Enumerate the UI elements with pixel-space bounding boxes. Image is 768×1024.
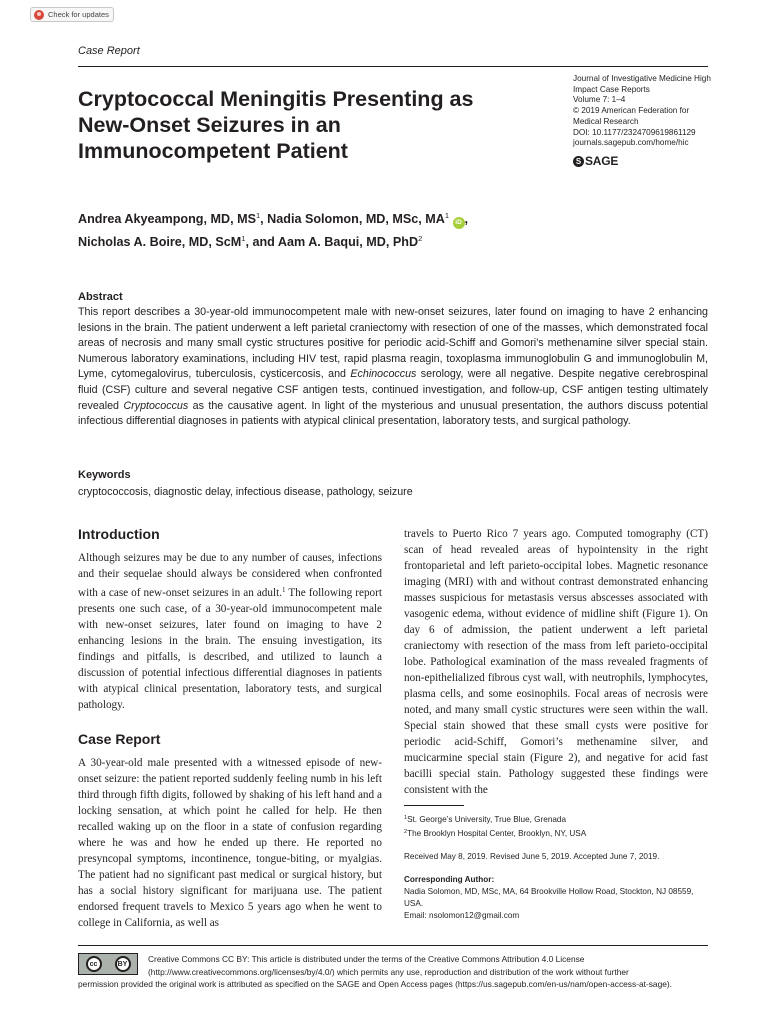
- header-divider: [78, 66, 708, 67]
- abstract-heading: Abstract: [78, 291, 123, 303]
- reference-marker[interactable]: 1: [282, 586, 286, 594]
- check-for-updates-label: Check for updates: [48, 10, 109, 19]
- author-name: Andrea Akyeampong, MD, MS: [78, 212, 256, 226]
- author-separator: ,: [464, 212, 469, 226]
- introduction-text: [78, 550, 382, 713]
- affiliation-text: St. George’s University, True Blue, Grenada: [407, 815, 567, 824]
- right-column: [404, 526, 708, 798]
- check-for-updates-button[interactable]: [30, 7, 114, 22]
- affiliation-marker: 2: [418, 234, 423, 243]
- corresponding-author-email[interactable]: Email: nsolomon12@gmail.com: [404, 911, 520, 920]
- abstract-text-part: This report describes a 30-year-old immunocompetent male with new-onset seizures, later found on imaging to have 2 enhancing lesions in the brain. The patient underwent a left parietal craniectomy with resection of one of the masses, which demonstrated focal areas of necrosis and many small cystic structures positive for periodic acid-Schiff and Gomori’s methenamine silver special stain. Numerous laboratory examinations, including HIV test, rapid plasma reagin, toxoplasma immunoglobulin G and immunoglobulin M, Lyme, cytomegalovirus, tuberculosis, cysticercosis, and: [78, 306, 708, 381]
- introduction-text-part: Although seizures may be due to any number of causes, infections and their sequelae should always be considered when confronted with a case of new-onset seizures in an adult.: [78, 552, 382, 599]
- affiliation-2: [404, 826, 710, 840]
- journal-volume: Volume 7: 1–4: [573, 95, 626, 105]
- corresponding-author-address: Nadia Solomon, MD, MSc, MA, 64 Brookville Hollow Road, Stockton, NJ 08559, USA.: [404, 887, 694, 908]
- abstract-text-part: as the causative agent. In light of the mysterious and unusual presentation, the authors discuss potential infectious differential diagnoses in patients with atypical clinical presentation, laboratory tests, and surgical pathology.: [78, 399, 708, 428]
- case-report-heading: Case Report: [78, 731, 161, 747]
- by-icon: BY: [115, 956, 131, 972]
- affiliation-marker: 1: [255, 211, 261, 220]
- affiliation-1: [404, 812, 710, 826]
- affiliation-marker: 1: [444, 211, 450, 220]
- updates-icon: [34, 10, 44, 20]
- abstract-italic-term: Cryptococcus: [123, 399, 189, 412]
- affiliation-text: The Brooklyn Hospital Center, Brooklyn, NY, USA: [407, 829, 587, 838]
- affiliation-marker: 1: [404, 815, 408, 821]
- corresponding-author-heading: Corresponding Author:: [404, 875, 495, 884]
- publisher-name: SAGE: [585, 154, 619, 168]
- author-list: [78, 206, 558, 252]
- cc-icon: cc: [86, 956, 102, 972]
- article-dates: Received May 8, 2019. Revised June 5, 2019. Accepted June 7, 2019.: [404, 852, 660, 861]
- journal-doi[interactable]: DOI: 10.1177/2324709619861129: [573, 127, 696, 137]
- orcid-icon[interactable]: iD: [453, 217, 465, 229]
- article-type: Case Report: [78, 45, 140, 57]
- footnote-divider: [404, 805, 464, 806]
- article-title: Cryptococcal Meningitis Presenting as New-Onset Seizures in an Immunocompetent Patient: [78, 87, 474, 163]
- left-column: [78, 526, 382, 931]
- abstract-text-part: serology, were all negative. Despite negative cerebrospinal fluid (CSF) culture and several negative CSF antigen tests, continued investigation, and follow-up, CSF antigen testing ultimately revealed: [78, 368, 708, 412]
- journal-line: Impact Case Reports: [573, 84, 650, 94]
- author-name: , Nadia Solomon, MD, MSc, MA: [260, 212, 445, 226]
- abstract-italic-term: Echinococcus: [350, 368, 417, 381]
- footnotes: [404, 812, 710, 922]
- license-text-continued: permission provided the original work is attributed as specified on the SAGE and Open Access pages (https://us.sagepub.com/en-us/nam/open-access-at-sage).: [78, 979, 673, 989]
- cc-by-badge-icon[interactable]: [78, 953, 138, 975]
- author-name: , and Aam A. Baqui, MD, PhD: [245, 235, 419, 249]
- journal-line: Journal of Investigative Medicine High: [573, 74, 711, 83]
- abstract-text: [78, 305, 708, 430]
- affiliation-marker: 1: [241, 234, 246, 243]
- sage-logo: [573, 154, 618, 168]
- keywords-text: cryptococcosis, diagnostic delay, infectious disease, pathology, seizure: [78, 486, 413, 498]
- sage-logo-icon: S: [573, 156, 584, 167]
- affiliation-marker: 2: [404, 829, 408, 835]
- case-report-text-continued: travels to Puerto Rico 7 years ago. Computed tomography (CT) scan of head revealed areas of hypointensity in the right frontoparietal and left parieto-occipital lobes. Magnetic resonance imaging (MRI) with and without contrast demonstrated enhancing masses suspicious for metastasis versus abscesses associated with vasogenic edema, without evidence of midline shift (Figure 1). On day 6 of admission, the patient underwent a left parietal craniectomy with resection of the mass from left parieto-occipital lobe. Pathological examination of the mass revealed fragments of non-epithelialized fibrous cyst wall, with neutrophils, lymphocytes, plasma cells, and some eosinophils. Focal areas of necrosis were noted, and many small cystic structures were seen within the wall. Special stain showed that these small cysts were positive for periodic acid-Schiff, Gomori’s methenamine silver, and mucicarmine special stain (Figure 2), and negative for acid fast bacilli special stain. Pathology suggested these findings were consistent with the: [404, 528, 708, 796]
- journal-line: Medical Research: [573, 116, 639, 126]
- journal-info: [573, 74, 713, 149]
- introduction-heading: Introduction: [78, 526, 160, 542]
- introduction-text-part: The following report presents one such case, of a 30-year-old immunocompetent male with new-onset seizures, later found on imaging to have 2 enhancing lesions in the brain. The ensuing investigation, its findings and pitfalls, is described, and utilized to launch a discussion of potential infectious differential diagnoses in patients with atypical clinical presentation, laboratory tests, and surgical pathology.: [78, 587, 382, 711]
- license-text: Creative Commons CC BY: This article is distributed under the terms of the Creative Commons Attribution 4.0 License (http://www.creativecommons.org/licenses/by/4.0/) which permits any use, reproduction and distribution of the work without further: [148, 954, 629, 977]
- case-report-text: A 30-year-old male presented with a witnessed episode of new-onset seizure: the patient reported suddenly feeling numb in his left third through fifth digits, followed by shaking of his left hand and a locking sensation, at which point he called for help. He then recalled waking up on the floor in a state of confusion regarding where he was and how he ended up there. He reported no presyncopal symptoms, incontinence, tongue-biting, or myalgias. The patient had no significant past medical or surgical history, but has a social history significant for marijuana use. The patient endorsed frequent travels to Mexico 5 years ago when he went to college in California, as well as: [78, 757, 382, 929]
- keywords-heading: Keywords: [78, 469, 131, 481]
- journal-url[interactable]: journals.sagepub.com/home/hic: [573, 138, 689, 148]
- journal-copyright: © 2019 American Federation for: [573, 106, 690, 116]
- author-name: Nicholas A. Boire, MD, ScM: [78, 235, 242, 249]
- license-divider: [78, 945, 708, 946]
